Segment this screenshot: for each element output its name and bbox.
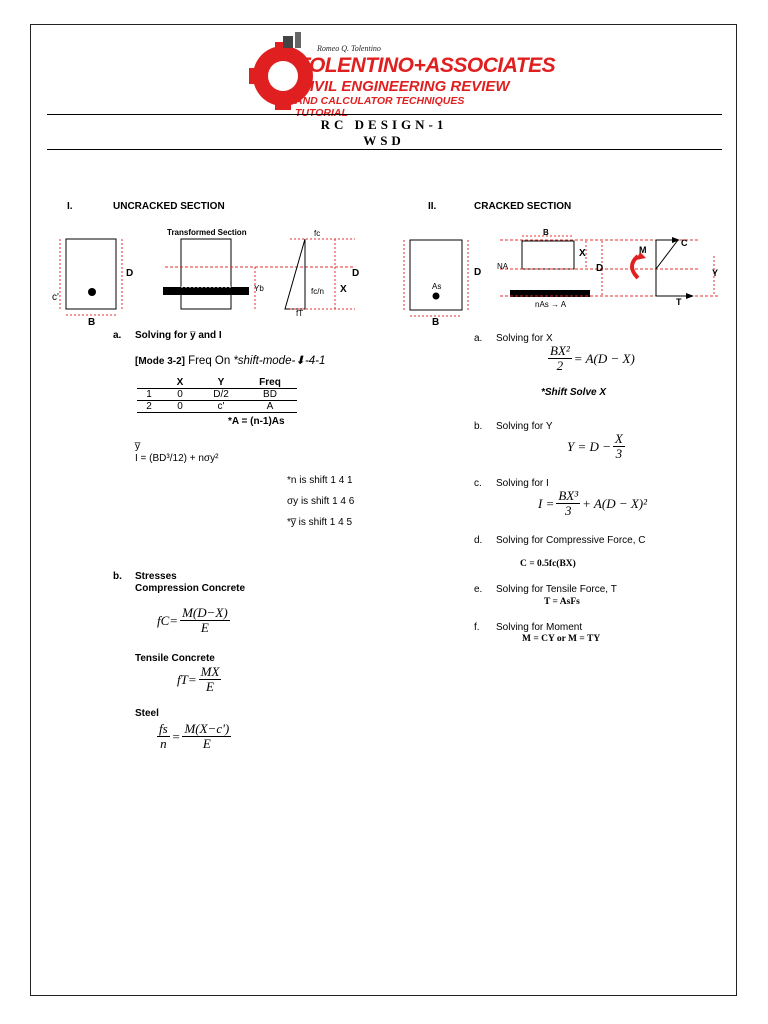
formula-solve-y xyxy=(567,432,625,461)
item-d-label: d. xyxy=(474,535,483,546)
formula-fc xyxy=(157,606,230,635)
section2-title: CRACKED SECTION xyxy=(474,201,572,212)
item-a-text: Solving for X xyxy=(496,333,553,344)
fig2-label-x: X xyxy=(579,248,586,259)
item-f-label: f. xyxy=(474,622,480,633)
item-b-label: b. xyxy=(474,421,483,432)
formula-ft-num: MX xyxy=(200,664,220,679)
formula-solve-y-fraction xyxy=(613,432,625,461)
section2-number: II. xyxy=(428,201,437,212)
section1-b-label: b. xyxy=(113,571,122,582)
fig2-label-d: D xyxy=(474,267,482,278)
fig2-label-nas: nAs → A xyxy=(535,300,567,309)
item-c-label: c. xyxy=(474,478,482,489)
formula-fc-num: M(D−X) xyxy=(182,605,228,620)
formula-solve-i-lhs: I = xyxy=(538,495,555,511)
stresses-title: Stresses xyxy=(135,571,177,582)
table-note: *A = (n-1)As xyxy=(228,416,285,427)
formula-fc-den: E xyxy=(200,620,209,635)
fig1-label-fcn: fc/n xyxy=(311,287,324,296)
title-line2: WSD xyxy=(363,133,405,148)
mode-text: [Mode 3-2] xyxy=(135,356,185,367)
steel-title: Steel xyxy=(135,708,159,719)
freq-header-freq: Freq xyxy=(243,377,297,389)
formula-ft-fraction xyxy=(199,665,222,694)
formula-solve-i-num: BX³ xyxy=(558,488,579,503)
formula-fs-den: E xyxy=(202,736,211,751)
item-e-text: Solving for Tensile Force, T xyxy=(496,584,617,595)
item-b-text: Solving for Y xyxy=(496,421,553,432)
formula-solve-y-num: X xyxy=(614,431,623,446)
formula-solve-i-den: 3 xyxy=(565,503,572,518)
shift-solve-note: *Shift Solve X xyxy=(541,387,607,398)
formula-solve-x-den: 2 xyxy=(556,358,564,373)
fig1-label-ft: fT xyxy=(296,309,304,318)
fig2-label-b: B xyxy=(432,317,440,328)
tensile-force-eq: T = AsFs xyxy=(544,597,580,607)
fig1-label-yb: Yb xyxy=(254,284,264,293)
tensile-title: Tensile Concrete xyxy=(135,653,215,664)
formula-solve-x-fraction xyxy=(548,344,572,373)
formula-solve-i-rhs: + A(D − X)² xyxy=(582,495,648,511)
fig2-label-b-top: B xyxy=(543,228,549,237)
formula-solve-x xyxy=(548,344,635,373)
compressive-force-eq: C = 0.5fc(BX) xyxy=(520,559,576,569)
item-a-label: a. xyxy=(474,333,483,344)
formula-fs-lhs-den: n xyxy=(160,736,167,751)
table-cell: 0 xyxy=(177,401,183,412)
formula-fs-fraction xyxy=(182,722,231,751)
formula-fc-lhs: fC= xyxy=(157,612,179,628)
compression-title: Compression Concrete xyxy=(135,583,246,594)
freq-header-y: Y xyxy=(199,377,243,389)
fig2-label-d2: D xyxy=(596,263,604,274)
section1-title: UNCRACKED SECTION xyxy=(113,201,225,212)
fig2-label-t: T xyxy=(676,297,682,307)
table-cell: D/2 xyxy=(213,389,229,400)
title-rule-bottom xyxy=(47,149,722,150)
fig1-label-x: X xyxy=(340,284,347,295)
mode-line xyxy=(135,353,325,367)
formula-fs xyxy=(157,722,231,751)
note-ybar-shift: *y̅ is shift 1 4 5 xyxy=(287,517,353,528)
formula-ft-lhs: fT= xyxy=(177,671,197,687)
fig1-label-d: D xyxy=(126,268,134,279)
logo-signature: Romeo Q. Tolentino xyxy=(317,44,381,53)
item-c-text: Solving for I xyxy=(496,478,549,489)
title-line1: RC DESIGN-1 xyxy=(320,117,448,132)
fig2-label-na: NA xyxy=(497,262,509,271)
formula-solve-i-fraction xyxy=(556,489,580,518)
fig1-label-transformed: Transformed Section xyxy=(167,228,247,237)
fig2-label-as: As xyxy=(432,282,442,291)
fig2-label-y: Y xyxy=(712,268,719,278)
table-cell: 1 xyxy=(146,389,152,400)
logo-line3: AND CALCULATOR TECHNIQUES TUTORIAL xyxy=(295,95,465,119)
formula-fs-num: M(X−c') xyxy=(184,721,230,736)
formula-solve-x-num: BX² xyxy=(550,343,570,358)
fig2-label-m: M xyxy=(639,245,647,255)
freq-header-blank xyxy=(137,377,161,389)
table-cell: 2 xyxy=(146,401,152,412)
shift-text: *shift-mode-⬇-4-1 xyxy=(233,355,326,367)
formula-ft-den: E xyxy=(206,679,214,694)
table-cell: A xyxy=(266,401,274,412)
item-f-text: Solving for Moment xyxy=(496,622,583,633)
logo-main: TOLENTINO+ASSOCIATES xyxy=(297,54,556,77)
note-n-shift: *n is shift 1 4 1 xyxy=(287,475,353,486)
title-rule-top xyxy=(47,114,722,115)
item-d-text: Solving for Compressive Force, C xyxy=(496,535,646,546)
logo-line2: CIVIL ENGINEERING REVIEW xyxy=(299,78,510,95)
ybar-line: y̅ xyxy=(135,441,140,452)
fig1-label-c-prime: c' xyxy=(52,292,59,303)
item-e-label: e. xyxy=(474,584,483,595)
table-row xyxy=(137,389,297,401)
fig1-label-d2: D xyxy=(352,268,360,279)
section1-number: I. xyxy=(67,201,73,212)
formula-fs-lhs-fraction xyxy=(157,722,170,751)
freq-table xyxy=(137,377,297,413)
fig1-label-b: B xyxy=(88,317,96,328)
i-formula-line: I = (BD³/12) + nσy² xyxy=(135,453,219,464)
logo xyxy=(245,28,556,119)
fig1-label-fc: fc xyxy=(314,229,321,238)
formula-fs-lhs-num: fs xyxy=(159,721,168,736)
freq-header-x: X xyxy=(161,377,199,389)
formula-solve-y-lhs: Y = D − xyxy=(567,438,611,454)
table-cell: BD xyxy=(263,389,277,400)
note-sigma-shift: σy is shift 1 4 6 xyxy=(287,496,355,507)
section1-a-title: Solving for y̅ and I xyxy=(135,330,222,341)
formula-ft xyxy=(177,665,221,694)
table-cell: 0 xyxy=(177,389,183,400)
moment-eq: M = CY or M = TY xyxy=(522,634,601,644)
formula-solve-x-rhs: = A(D − X) xyxy=(573,350,635,366)
table-row xyxy=(137,401,297,413)
table-cell: c' xyxy=(217,401,225,412)
equals-sign: = xyxy=(171,728,181,744)
section1-a-label: a. xyxy=(113,330,122,341)
formula-fc-fraction xyxy=(180,606,230,635)
fig2-label-c: C xyxy=(681,238,688,248)
freq-text: Freq On xyxy=(188,355,231,367)
freq-table-header xyxy=(137,377,297,389)
formula-solve-i xyxy=(538,489,647,518)
formula-solve-y-den: 3 xyxy=(615,446,623,461)
